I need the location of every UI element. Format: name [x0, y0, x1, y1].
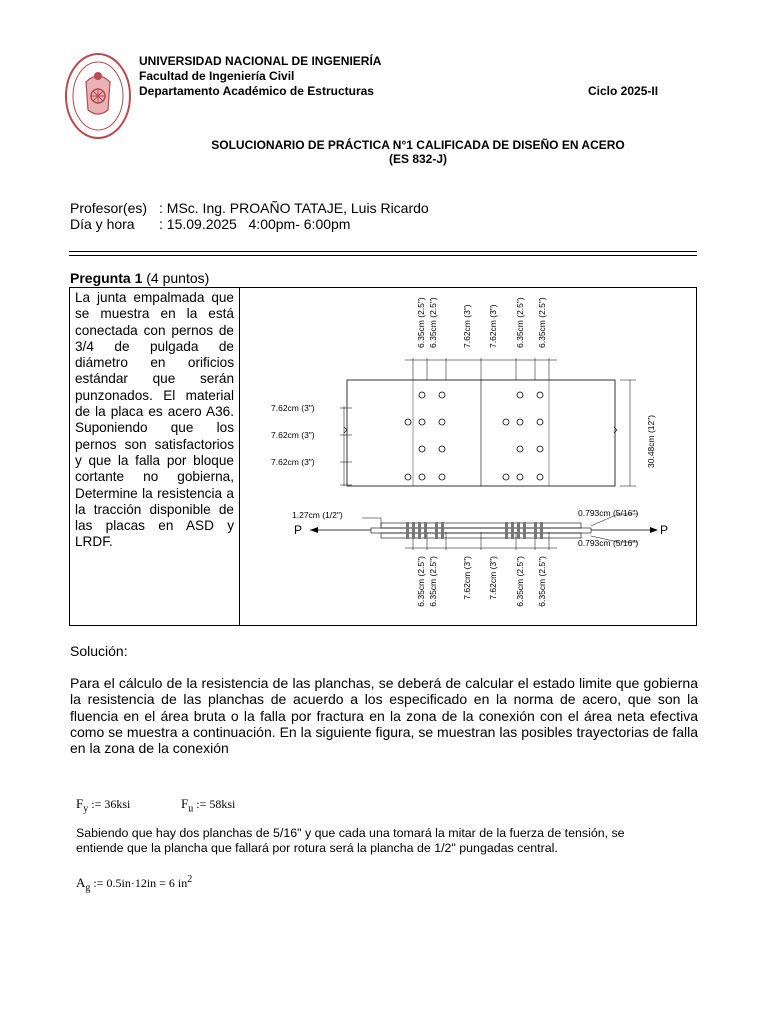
top-dimension-labels	[416, 297, 547, 348]
load-right: P	[660, 523, 669, 537]
question-label: Pregunta 1	[70, 270, 143, 286]
dim-label: 7.62cm (3")	[271, 457, 315, 467]
question-text: La junta empalmada que se muestra en la está conectada con pernos de 3/4 de pulgada de diámetro en orificios estándar que serán punzonados. El material de la placa es acero A36. Suponiendo que los pernos son satisfactorios y que la falla por bloque cortante no gobierna, Determine la resistencia a la tracción disponible de las placas en ASD y LRDF.	[70, 288, 240, 625]
dim-label: 6.35cm (2.5")	[537, 556, 547, 607]
solution-paragraph: Para el cálculo de la resistencia de las planchas, se deberá de calcular el estado limite que gobierna la resistencia de las planchas de acuerdo a los especificado en la norma de acero, que son la fluencia en el área bruta o la falla por fractura en la zona de la conexión con el área neta efectiva como se muestra a continuación. En la siguiente figura, se muestran las posibles trayectorias de falla en la zona de la conexión	[70, 675, 698, 757]
ag-value: := 0.5in·12in = 6 in	[90, 876, 188, 890]
dim-label-height: 30.48cm (12")	[646, 414, 656, 468]
dim-label: 7.62cm (3")	[462, 556, 472, 600]
ag-subscript: g	[85, 882, 91, 894]
bottom-dimension-labels	[416, 556, 547, 607]
dim-label: 7.62cm (3")	[488, 304, 498, 348]
course-code: (ES 832-J)	[388, 152, 448, 166]
fu-symbol: F	[181, 796, 189, 811]
university-name: UNIVERSIDAD NACIONAL DE INGENIERÍA	[139, 54, 382, 68]
faculty-name: Facultad de Ingeniería Civil	[139, 69, 295, 83]
question-box	[69, 287, 697, 626]
splice-joint-figure	[240, 288, 696, 625]
professor-label: Profesor(es)	[70, 200, 148, 216]
question-points: (4 puntos)	[142, 270, 210, 286]
fy-subscript: y	[83, 803, 89, 815]
dim-label: 7.62cm (3")	[488, 556, 498, 600]
fy-expression	[76, 796, 130, 814]
fy-symbol: F	[76, 796, 84, 811]
side-plate-bottom-label: 0.793cm (5/16")	[578, 538, 639, 548]
left-dimension-labels	[271, 403, 315, 467]
dim-label: 6.35cm (2.5")	[537, 297, 547, 348]
fu-value: := 58ksi	[193, 797, 236, 811]
solution-label: Solución:	[70, 643, 128, 659]
dim-label: 6.35cm (2.5")	[416, 556, 426, 607]
date-label: Día y hora	[70, 216, 135, 232]
date-value: : 15.09.2025 4:00pm- 6:00pm	[159, 216, 351, 232]
bolt-holes	[405, 392, 543, 480]
divider	[69, 251, 697, 252]
dim-label: 6.35cm (2.5")	[428, 297, 438, 348]
professor-value: : MSc. Ing. PROAÑO TATAJE, Luis Ricardo	[159, 200, 429, 216]
divider	[69, 255, 697, 256]
cycle-label: Ciclo 2025-II	[588, 84, 659, 98]
ag-symbol: A	[76, 875, 86, 890]
dim-label: 6.35cm (2.5")	[428, 556, 438, 607]
fy-value: := 36ksi	[88, 797, 131, 811]
center-plate-label: 1.27cm (1/2")	[292, 510, 343, 520]
dim-label: 6.35cm (2.5")	[416, 297, 426, 348]
dim-label: 7.62cm (3")	[271, 430, 315, 440]
question-heading	[70, 270, 209, 286]
dim-label: 6.35cm (2.5")	[515, 297, 525, 348]
university-seal	[64, 52, 132, 140]
dim-label: 6.35cm (2.5")	[515, 556, 525, 607]
ag-expression	[76, 874, 192, 893]
fu-expression	[181, 796, 235, 814]
document-title: SOLUCIONARIO DE PRÁCTICA N°1 CALIFICADA DE DISEÑO EN ACERO	[211, 138, 625, 152]
note-text: Sabiendo que hay dos planchas de 5/16" y que cada una tomará la mitar de la fuerza de tensión, se entiende que la plancha que fallará por rotura será la plancha de 1/2" pungadas central.	[76, 826, 625, 855]
side-plate-top-label: 0.793cm (5/16")	[578, 508, 639, 518]
dim-label: 7.62cm (3")	[271, 403, 315, 413]
dim-label: 7.62cm (3")	[462, 304, 472, 348]
load-left: P	[294, 523, 303, 537]
fu-subscript: u	[188, 803, 194, 815]
ag-exponent: 2	[187, 874, 193, 885]
department-name: Departamento Académico de Estructuras	[139, 84, 374, 98]
